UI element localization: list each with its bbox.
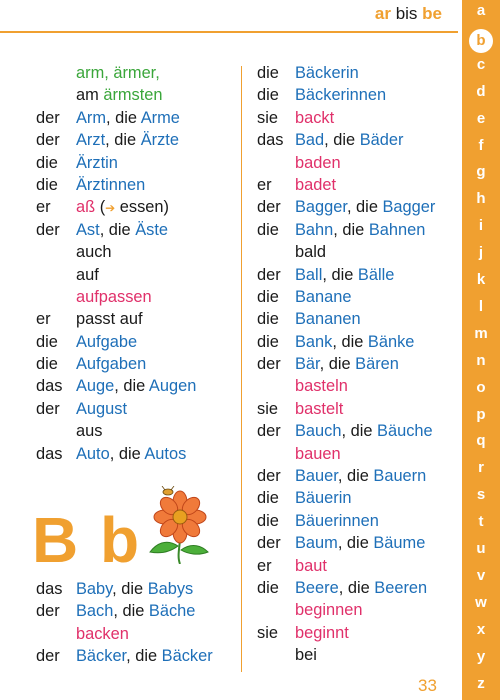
right-column xyxy=(257,62,457,667)
entry-word: Aufgabe xyxy=(76,332,138,351)
entry-word: Bagger, die Bagger xyxy=(295,198,436,217)
entry-article: die xyxy=(36,175,58,194)
dictionary-entry xyxy=(257,308,457,330)
entry-article: das xyxy=(36,377,63,396)
header-from-word: ar xyxy=(374,4,391,23)
entry-word: Bank, die Bänke xyxy=(295,332,415,351)
dictionary-entry xyxy=(36,353,236,375)
entry-word: beginnt xyxy=(295,623,349,642)
entry-article: die xyxy=(36,355,58,374)
entry-article: das xyxy=(36,444,63,463)
dictionary-entry xyxy=(36,264,236,286)
entry-word: Ärztinnen xyxy=(76,175,146,194)
alphabet-tab-j[interactable]: j xyxy=(478,244,484,262)
alphabet-tab-b[interactable]: b xyxy=(469,29,493,53)
entry-article: der xyxy=(257,467,281,486)
entry-article: er xyxy=(36,310,51,329)
arrow-icon: ➔ xyxy=(105,201,116,216)
entry-article: sie xyxy=(257,399,278,418)
dictionary-entry xyxy=(36,196,236,218)
alphabet-tab-l[interactable]: l xyxy=(478,297,484,315)
dictionary-entry xyxy=(257,398,457,420)
dictionary-entry xyxy=(36,308,236,330)
alphabet-tab-h[interactable]: h xyxy=(476,190,486,208)
entry-word: baden xyxy=(295,153,341,172)
entry-word: bei xyxy=(295,646,317,665)
dictionary-entry xyxy=(257,555,457,577)
dictionary-entry xyxy=(36,600,236,622)
alphabet-tab-v[interactable]: v xyxy=(476,566,486,584)
entry-word: Bauch, die Bäuche xyxy=(295,422,433,441)
dictionary-entry xyxy=(257,152,457,174)
entry-word: Bauer, die Bauern xyxy=(295,467,427,486)
entry-article: die xyxy=(257,489,279,508)
dictionary-entry xyxy=(257,577,457,599)
entry-article: die xyxy=(36,153,58,172)
alphabet-tab-y[interactable]: y xyxy=(476,647,486,665)
entry-word: baut xyxy=(295,556,327,575)
entry-word: Bäuerinnen xyxy=(295,511,379,530)
dictionary-entry xyxy=(36,286,236,308)
entry-article: die xyxy=(257,310,279,329)
entry-word: aufpassen xyxy=(76,287,152,306)
entry-article: der xyxy=(257,265,281,284)
entry-word: Ärztin xyxy=(76,153,118,172)
alphabet-sidebar xyxy=(462,0,500,700)
entry-word: Baby, die Babys xyxy=(76,580,194,598)
alphabet-tab-w[interactable]: w xyxy=(475,593,487,611)
alphabet-tab-e[interactable]: e xyxy=(476,109,486,127)
dictionary-entry xyxy=(257,264,457,286)
entry-word: auf xyxy=(76,265,99,284)
entry-word: Bananen xyxy=(295,310,361,329)
dictionary-entry xyxy=(36,443,236,465)
alphabet-tab-q[interactable]: q xyxy=(476,432,486,450)
entry-word: Arm, die Arme xyxy=(76,108,180,127)
dictionary-entry xyxy=(257,129,457,151)
alphabet-tab-d[interactable]: d xyxy=(476,82,486,100)
dictionary-entry xyxy=(36,331,236,353)
entry-word: Bäuerin xyxy=(295,489,352,508)
entry-article: die xyxy=(257,511,279,530)
header-mid-word: bis xyxy=(395,4,418,23)
entry-article: der xyxy=(257,355,281,374)
alphabet-tab-z[interactable]: z xyxy=(477,674,485,692)
entry-word: auch xyxy=(76,243,112,262)
dictionary-entry xyxy=(36,174,236,196)
entry-article: der xyxy=(36,647,60,666)
section-letters: B b xyxy=(32,504,142,576)
entry-word: August xyxy=(76,399,128,418)
dictionary-entry xyxy=(257,241,457,263)
dictionary-entry xyxy=(257,196,457,218)
dictionary-entry xyxy=(36,219,236,241)
entry-article: der xyxy=(257,198,281,217)
entry-word: passt auf xyxy=(76,310,143,329)
entry-word: Bär, die Bären xyxy=(295,355,399,374)
entry-article: die xyxy=(257,578,279,597)
dictionary-entry xyxy=(36,129,236,151)
alphabet-tab-u[interactable]: u xyxy=(476,540,486,557)
dictionary-entry xyxy=(257,174,457,196)
entry-article: sie xyxy=(257,623,278,642)
dictionary-entry xyxy=(36,62,236,84)
entry-word: badet xyxy=(295,175,337,194)
alphabet-tab-r[interactable]: r xyxy=(478,459,484,477)
dictionary-entry xyxy=(257,465,457,487)
entry-article: die xyxy=(257,332,279,351)
dictionary-entry xyxy=(36,152,236,174)
dictionary-entry xyxy=(36,375,236,397)
entry-article: er xyxy=(257,556,272,575)
entry-word: Aufgaben xyxy=(76,355,147,374)
entry-article: das xyxy=(36,580,63,598)
alphabet-tab-c[interactable]: c xyxy=(476,55,486,73)
entry-word: arm, ärmer, xyxy=(76,64,160,82)
dictionary-entry xyxy=(257,331,457,353)
dictionary-entry xyxy=(257,510,457,532)
dictionary-entry xyxy=(257,219,457,241)
dictionary-entry xyxy=(257,84,457,106)
page-number: 33 xyxy=(418,676,437,695)
entry-article: der xyxy=(257,534,281,553)
alphabet-tab-n[interactable]: n xyxy=(476,351,486,369)
dictionary-entry xyxy=(36,241,236,263)
entry-article: er xyxy=(257,175,272,194)
entry-word: backen xyxy=(76,624,129,643)
dictionary-entry xyxy=(257,420,457,442)
dictionary-entry xyxy=(257,532,457,554)
entry-word: Beere, die Beeren xyxy=(295,578,428,597)
dictionary-entry xyxy=(257,599,457,621)
entry-word: Bad, die Bäder xyxy=(295,131,404,150)
alphabet-tab-t[interactable]: t xyxy=(478,513,484,531)
entry-word: Banane xyxy=(295,287,352,306)
alphabet-tab-p[interactable]: p xyxy=(476,405,486,423)
entry-word: am ärmsten xyxy=(76,86,163,105)
entry-article: der xyxy=(36,602,60,621)
dictionary-entry xyxy=(257,286,457,308)
entry-word: Arzt, die Ärzte xyxy=(76,131,179,150)
entry-article: der xyxy=(257,422,281,441)
entry-word: Ast, die Äste xyxy=(76,220,169,239)
dictionary-entry xyxy=(36,623,236,645)
entry-article: der xyxy=(36,108,60,127)
entry-article: die xyxy=(257,220,279,239)
dictionary-entry xyxy=(257,375,457,397)
entry-word: Bäckerin xyxy=(295,64,359,82)
entry-article: das xyxy=(257,131,284,150)
alphabet-tab-f[interactable]: f xyxy=(478,136,484,154)
entry-word: Bach, die Bäche xyxy=(76,602,196,621)
entry-article: der xyxy=(36,220,60,239)
entry-word: basteln xyxy=(295,377,348,396)
alphabet-tab-o[interactable]: o xyxy=(476,378,486,396)
left-column xyxy=(36,62,236,465)
entry-word: backt xyxy=(295,108,335,127)
entry-article: er xyxy=(36,198,51,217)
flower-illustration xyxy=(146,486,212,564)
page-header xyxy=(375,4,442,24)
dictionary-entry xyxy=(257,644,457,666)
entry-word: Auto, die Autos xyxy=(76,444,187,463)
entry-word: Ball, die Bälle xyxy=(295,265,395,284)
entry-word: bauen xyxy=(295,444,341,463)
left-column-b-section xyxy=(36,578,236,668)
alphabet-tab-m[interactable]: m xyxy=(474,324,488,342)
dictionary-entry xyxy=(257,622,457,644)
header-to-word: be xyxy=(422,4,442,23)
dictionary-entry xyxy=(36,107,236,129)
entry-word: Auge, die Augen xyxy=(76,377,197,396)
dictionary-entry xyxy=(257,62,457,84)
dictionary-entry xyxy=(36,645,236,667)
alphabet-tab-x[interactable]: x xyxy=(476,620,486,638)
dictionary-entry xyxy=(257,443,457,465)
header-rule xyxy=(0,31,458,33)
entry-article: der xyxy=(36,131,60,150)
entry-word: bald xyxy=(295,243,326,262)
entry-word: Bäckerinnen xyxy=(295,86,387,105)
alphabet-tab-g[interactable]: g xyxy=(476,163,486,181)
dictionary-entry xyxy=(36,398,236,420)
dictionary-entry xyxy=(257,353,457,375)
entry-word: Bäcker, die Bäcker xyxy=(76,647,213,666)
alphabet-tab-k[interactable]: k xyxy=(476,271,486,288)
dictionary-entry xyxy=(257,107,457,129)
alphabet-tab-a[interactable]: a xyxy=(476,2,486,19)
entry-article: die xyxy=(257,64,279,82)
entry-word: Bahn, die Bahnen xyxy=(295,220,426,239)
entry-article: sie xyxy=(257,108,278,127)
dictionary-entry xyxy=(36,84,236,106)
entry-word: beginnen xyxy=(295,601,363,620)
entry-article: die xyxy=(36,332,58,351)
entry-article: die xyxy=(257,287,279,306)
entry-word: bastelt xyxy=(295,399,344,418)
entry-article: der xyxy=(36,399,60,418)
entry-word: Baum, die Bäume xyxy=(295,534,426,553)
dictionary-entry xyxy=(36,578,236,600)
alphabet-tab-i[interactable]: i xyxy=(478,217,484,235)
alphabet-tab-s[interactable]: s xyxy=(476,486,486,504)
entry-word: aß (➔ essen) xyxy=(76,198,169,217)
dictionary-entry xyxy=(36,420,236,442)
column-divider xyxy=(241,66,242,672)
entry-word: aus xyxy=(76,422,103,441)
dictionary-entry xyxy=(257,487,457,509)
entry-article: die xyxy=(257,86,279,105)
